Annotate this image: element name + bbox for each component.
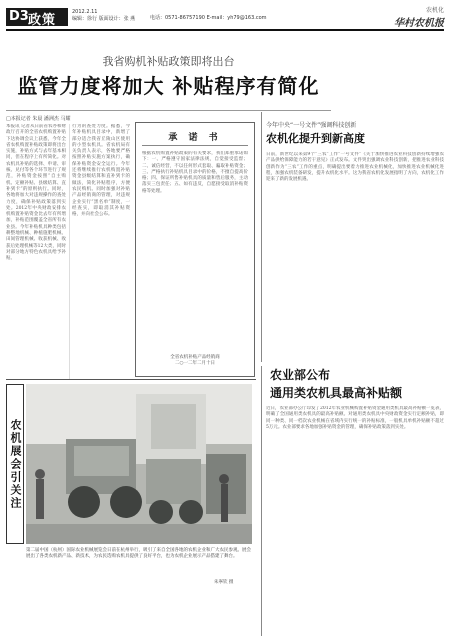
- header-contact: 电话：0571-86757190 E-mail：yh79@163.com: [150, 15, 267, 21]
- header-rule: [6, 29, 444, 31]
- pledge-box: [135, 122, 255, 377]
- pledge-title: 承 诺 书: [168, 133, 222, 143]
- section-badge: [6, 8, 68, 26]
- photo-credit: 朱寧钦 摄: [214, 580, 234, 585]
- photo-caption: 第二届中国（杭州）国际农业机械展览会日前在杭州举行，吸引了来自全国各地的农机企业和广大农民参观。展会展出了各类农机新产品、新技术，为农民选购农机具提供了良好平台，也为农机企业展示产品搭建了舞台。: [26, 548, 251, 560]
- photo-top-rule: [6, 379, 256, 380]
- exhibition-photo: [26, 384, 252, 544]
- right-headline: 农机化提升到新高度: [266, 132, 365, 145]
- bottom-story-text: 近日，农业部办公厅印发了2012年农业机械购置补贴资金通用类机具最高补贴额一览表，明确了全国通用类农机具的最高补贴额。对通用类农机具中央财政资金实行定额补贴，即同一种类、同一档次农业机械在省域内实行统一的补贴标准，一般机具单机补贴额不超过5万元。农业部要求各地加强补贴资金的管理，确保补贴政策落到实处。: [266, 406, 444, 430]
- page-category: 农机化: [425, 7, 444, 14]
- column-divider: [69, 124, 70, 379]
- right-story-text: 日前，新世纪以来第9个“三农”工作“一号文件”《关于加快推进农业科技创新持续增强农产品供给保障能力的若干意见》正式发布。文件突出强调农业科技创新，把推进农业科技创新作为“三农”工作的重点，明确提出要着力推进农业机械化，加快推进农业机械化进程，加强农机装备研发，提升农机化水平。这为我省农机化发展指明了方向，农机化工作迎来了新的发展机遇。: [266, 152, 444, 183]
- header-info: [72, 9, 135, 23]
- bottom-headline: 通用类农机具最高补贴额: [270, 386, 403, 400]
- pledge-text: 根据农机购置补贴政策的有关要求，我们郑重承诺如下：一、严格遵守国家法律法规，自觉接受监督；二、诚信经营，不以任何形式套取、骗取补贴资金；三、严格执行补贴机具目录中的价格，不擅自提高价格；四、保证所售补贴机具的质量和售后服务，主动落实三包责任；五、如有违反，自愿接受取消补贴资格等处理。: [142, 151, 248, 194]
- section-name: 政策: [28, 13, 57, 28]
- right-pre-title: 今年中央“一号文件”强调科技创新: [266, 122, 357, 129]
- main-headline: 监管力度将加大 补贴程序有简化: [17, 74, 320, 98]
- newspaper-name: 华村农机报: [394, 18, 444, 29]
- main-pre-title: 我省购机补贴政策即将出台: [102, 55, 235, 68]
- side-label-text: 农机展会引关注: [9, 418, 22, 510]
- main-column-2: 行为的查处力度。据悉，今年补贴机具目录中，新增了部分适合我省丘陵山区使用的小型农机具。省农机局有关负责人表示，各地要严格按照补贴实施方案执行，确保补贴资金安全运行。今年还将继续推行农机购置补贴资金县级结算和直补到卡的做法，简化补贴程序，方便农民购机。同时加强对补贴产品经销商的管理，对违规企业实行“黑名单”制度，一经查实，即取消其补贴资格，并向社会公布。: [72, 124, 130, 218]
- photo-illustration: [26, 384, 252, 544]
- header-date: 2012.2.11: [72, 9, 98, 15]
- pledge-signature: 全省农机补贴产品经销商 二○一二年二月十日: [170, 355, 220, 366]
- page-header: [0, 0, 450, 28]
- photo-side-label: [6, 384, 24, 544]
- header-editor: 编辑：徐行 版面设计：张 燕: [72, 16, 136, 22]
- main-column-1: 本报讯 记者从日前省农办和财政厅召开的全省农机购置补贴下达协调会议上获悉，今年全省农机购置补贴政策即将出台实施，补贴方式与去年基本相同，但在程序上有所简化。对农机具补贴的选择、申请、审核、兑付等各个环节进行了规范，补贴资金按照“自主购机、定额补贴、县级结算、直补到卡”的原则执行。同时，各地将加大对违规操作的查处力度，确保补贴政策落到实处。2012年中央财政安排农机购置补贴资金比去年有所增加，补贴范围覆盖全省所有农业县。今年补贴机具种类包括耕整地机械、种植施肥机械、田间管理机械、收获机械、收获后处理机械等12大类，同时对部分地方特色农机具给予补贴。: [6, 124, 66, 262]
- headline-rule: [6, 110, 331, 111]
- bottom-pre-headline: 农业部公布: [270, 368, 331, 382]
- bottom-divider: [261, 366, 262, 636]
- page-number: D3: [9, 9, 29, 24]
- right-divider: [261, 112, 262, 362]
- pledge-rule: [142, 145, 248, 146]
- masthead: [394, 5, 444, 29]
- main-byline: □本报记者 朱晨 潘洲杰 马耀: [6, 116, 71, 122]
